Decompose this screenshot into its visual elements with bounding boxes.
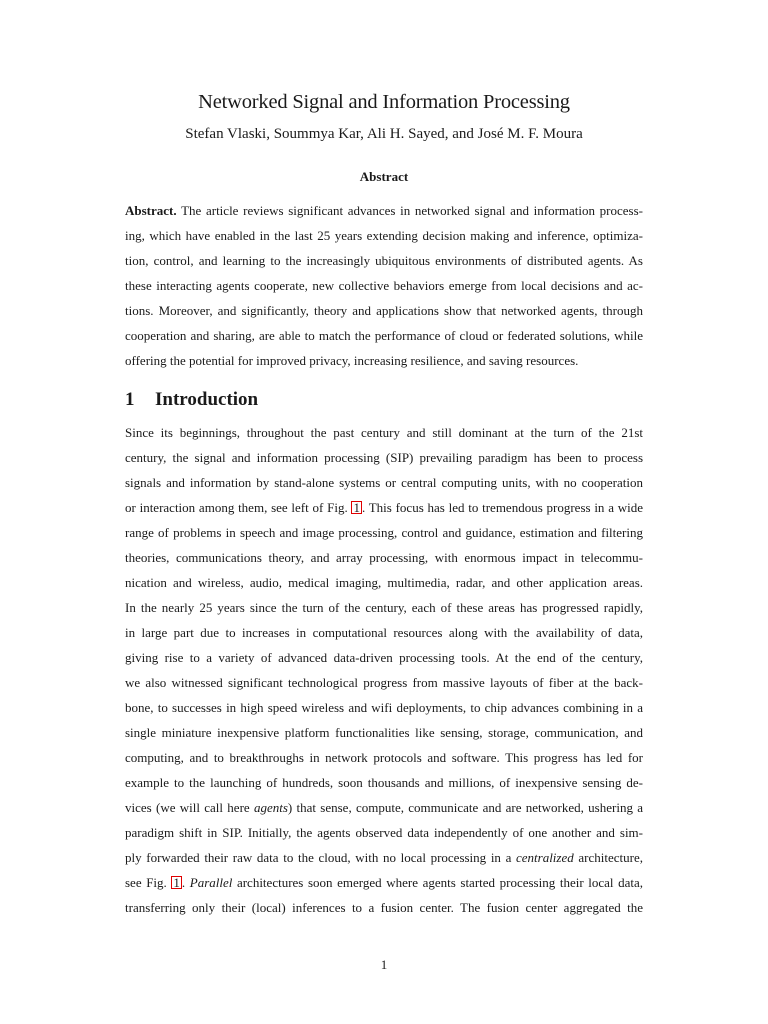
body-line: in large part due to increases in computational resources along with the availability of data, xyxy=(125,625,643,640)
body-line: single miniature inexpensive platform functionalities like sensing, storage, communication, and xyxy=(125,725,643,740)
abstract-line: tion, control, and learning to the increasingly ubiquitous environments of distributed agents. As xyxy=(125,253,643,268)
body-line: we also witnessed significant technological progress from massive layouts of fiber at the back- xyxy=(125,675,643,690)
body-line: vices (we will call here agents) that sense, compute, communicate and are networked, ushering a xyxy=(125,800,643,815)
body-line: signals and information by stand-alone systems or central computing units, with no cooperation xyxy=(125,475,643,490)
abstract-line: these interacting agents cooperate, new collective behaviors emerge from local decisions and ac- xyxy=(125,278,643,293)
body-line: or interaction among them, see left of Fig. 1 . This focus has led to tremendous progress in a wide xyxy=(125,500,643,515)
body-line: computing, and to breakthroughs in network protocols and software. This progress has led for xyxy=(125,750,643,765)
abstract-line: Abstract. The article reviews significant advances in networked signal and information process- xyxy=(125,203,643,218)
body-line: paradigm shift in SIP. Initially, the agents observed data independently of one another and sim- xyxy=(125,825,643,840)
body-line: see Fig. 1 . Parallel architectures soon emerged where agents started processing their local data, xyxy=(125,875,644,890)
abstract-line: tions. Moreover, and significantly, theory and applications show that networked agents, through xyxy=(125,303,643,318)
emphasis-centralized: centralized xyxy=(515,850,574,865)
body-line: In the nearly 25 years since the turn of the century, each of these areas has progressed rapidly, xyxy=(125,600,643,615)
emphasis-parallel: Parallel xyxy=(189,875,233,890)
section-title: Introduction xyxy=(155,389,259,410)
figure-ref-link[interactable]: 1 xyxy=(173,875,180,890)
body-line: example to the launching of hundreds, soon thousands and millions, of inexpensive sensing de- xyxy=(125,775,643,790)
body-line: Since its beginnings, throughout the past century and still dominant at the turn of the 21st xyxy=(125,425,643,440)
body-line: bone, to successes in high speed wireless and wifi deployments, to chip advances combining in a xyxy=(125,700,643,715)
abstract-line: offering the potential for improved privacy, increasing resilience, and saving resources. xyxy=(125,353,579,368)
paper-title: Networked Signal and Information Processing xyxy=(198,91,570,113)
body-line: range of problems in speech and image processing, control and guidance, estimation and filtering xyxy=(125,525,643,540)
abstract-line: ing, which have enabled in the last 25 years extending decision making and inference, optimiza- xyxy=(125,228,643,243)
page-number: 1 xyxy=(380,957,388,972)
body-line: theories, communications theory, and array processing, with enormous impact in telecommu- xyxy=(125,550,643,565)
body-line: nication and wireless, audio, medical imaging, multimedia, radar, and other application areas. xyxy=(125,575,643,590)
abstract-heading: Abstract xyxy=(359,169,409,184)
figure-ref-link[interactable]: 1 xyxy=(353,500,360,515)
body-line: century, the signal and information processing (SIP) prevailing paradigm has been to process xyxy=(125,450,643,465)
section-heading xyxy=(125,389,258,411)
abstract-line: cooperation and sharing, are able to match the performance of cloud or federated solutions, while xyxy=(125,328,643,343)
paper-authors: Stefan Vlaski, Soummya Kar, Ali H. Sayed, and José M. F. Moura xyxy=(185,126,583,142)
abstract-label: Abstract. xyxy=(125,203,177,218)
body-line: transferring only their (local) inferences to a fusion center. The fusion center aggregated the xyxy=(125,900,643,915)
emphasis-agents: agents xyxy=(253,800,288,815)
body-line: giving rise to a variety of advanced data-driven processing tools. At the end of the century, xyxy=(125,650,643,665)
body-line: ply forwarded their raw data to the cloud, with no local processing in a centralized architecture, xyxy=(125,850,643,865)
section-number: 1 xyxy=(125,389,135,410)
